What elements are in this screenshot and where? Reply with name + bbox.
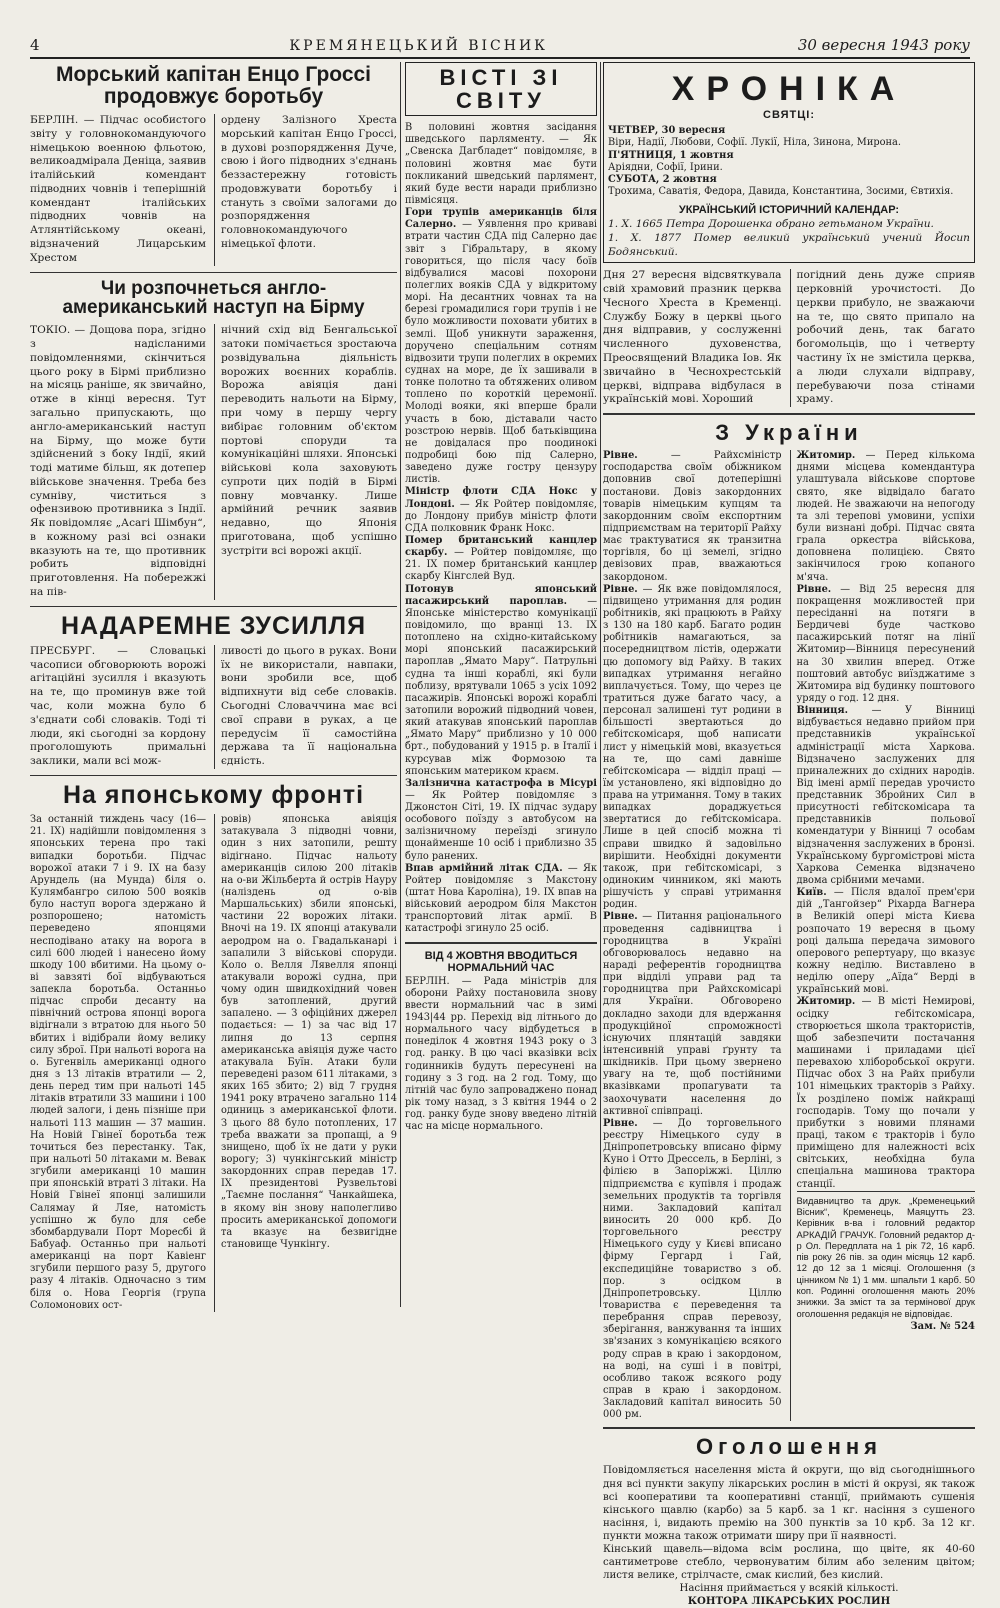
news-body: — Перед кількома днями місцева комендантура улаштувала військове спортове свято, яке відвідало багато людей. Не зважаючи на непогоду та злі терепові умовини, успіхи були визнані добрі. Підчас свята грала оркестра військова, доповнена полицією. Свято закінчилося грою копаного м'яча. [796, 450, 975, 583]
news-place: Вінниця. [796, 705, 848, 717]
ad-text: Насіння приймається у всякій кількості. [679, 1582, 899, 1594]
article-text: Дня 27 вересня відсвяткувала свій храмовий празник церква Чесного Хреста в Кременці. Службу Божу в церкві цього дня відправив, у сослуженні численного духовенства, Преосвящений Владика Іов. Як звичайно в Чеснохрестській церкві, відправа відбулася в українській мові. Хороший [603, 269, 782, 406]
article-text: ливості до цього в руках. Вони їх не використали, навпаки, вони зробили все, щоб відпихнути від себе словаків. Сьогодні Словаччина має всі свої справи в руках, а це передусім її самостійна держава та її національна єдність. [221, 644, 397, 768]
middle-column [405, 62, 597, 1307]
ad-text: Кінський щавель—відома всім рослина, що цвіте, як 40-60 сантиметрове стебло, червонуватим бiлим або зеленим цвітом; листя велике, стрілчасте, смак кислий, без кислий. [603, 1543, 975, 1581]
news-place: Рівне. [796, 583, 832, 595]
chronicle-box [603, 62, 975, 263]
saints-list: Трохима, Саватія, Федора, Давида, Константина, Зосими, Євтихія. [608, 185, 954, 197]
news-body: — Питання раціонального проведення садівництва і городництва в Україні обговорювалось недавно на нараді референтів городництва при відділі управи рад та городництва при Райхскомісарі для України. Обговорено докладно заходи для вдержання продукційної спроможності існуючих плянтацій завдяки інтенсивній управі ґрунту та шкідників. При цьому звернено увагу на те, щоб постійними вказівками пропагувати та заохочувати населення до активної співпраці. [603, 911, 782, 1117]
day-label: ЧЕТВЕР, 30 вересня [608, 125, 726, 137]
news-body: — Після вдалої прем'єри дій „Тангойзер“ Ріхарда Вагнера в Великій опері міста Києва розпочато 19 вересня в цьому році дальша передача зимового оперового репертуару, що вказує кожну неділю. Виставлено в неділю оперу „Аїда“ Верді в український мові. [796, 887, 975, 996]
right-column [603, 62, 975, 1607]
ads-title: Оголошення [696, 1434, 882, 1460]
newspaper-title: КРЕМЯНЕЦЬКИЙ ВІСНИК [289, 38, 549, 54]
article-text: ордену Залізного Хреста морський капітан Енцо Гроссі, в духові розпорядження Дуче, свою і його підводних з'єднань беззастережну готовість продовжувати боротьбу і стануть з своїми залогами до розпорядження головнокомандуючого німецької флоти. [221, 114, 397, 250]
ukraine-news-item [797, 996, 976, 1190]
news-item: Потонув японський пасажирський пароплав. — Японське міністерство комунікації повідомило, що вранці 13. IX потоплено на східно-китайському морі японський пасажирський пароплав „Ямато Мару“. Патрульні судна та інші кораблі, які були поблизу, врятували 1065 з усіх 1092 пасажирів. Японські ворожі кораблі затопили ворожий підводний човен, який атакував японський пароплав „Ямато Мару“ приблизно у 10 000 брт., побудований у 1915 р. в Італії і курсував між Формозою та японським материком краєм. [405, 583, 597, 777]
article-text: ТОКІО. — Дощова пора, згідно з надісланими повідомленнями, скінчиться цього року в Бірмі приблизно на місяць раніше, як звичайно, отже в кінці вересня. Тут загально припускають, що англо-американський наступ на Бірму, що може бути здійснений з боку Індії, який тоді матиме більш, як дотепер військове значення. Треба без сумніву, чиститься з офензивою противника з Індії. Як повідомляє „Асагі Шімбун“, в кожному разі всі ознаки вказують на те, що противник робить відповідні приготовлення. На побережжі на пів- [30, 324, 206, 598]
day-label: СУБОТА, 2 жовтня [608, 173, 717, 185]
news-headline: Міністр флоти СДА Нокс у Лондоні. [405, 486, 597, 510]
news-headline: Гори трупів американців біля Салерно. [405, 207, 597, 231]
article-title-effort: НАДАРЕМНЕ ЗУСИЛЛЯ [60, 611, 367, 640]
ad-text: Повідомляється населення міста й округи, що від сьогоднішнього дня всі пункти закупу лікарських рослин в місті й окрузі, як також всі кооперативи та кооперативні станції, приймають сушенія кінського щавлю (карбо) за 5 карб. за 1 кг. насіння з сушеного насіння, і, видають премію на 300 пунктів за 10 крб. За 12 кг. пункти можна також отримати ширу при її наявності. [603, 1465, 975, 1542]
article-text: ПРЕСБУРГ. — Словацькі часописи обговорюють ворожі агітаційні зусилля і вказують на те, що проминув вже той час, коли можна було б з'єднати собі словаків. Тоді ті люди, які сьогодні за кордону проголошують примальні заклики, мали всі мож- [30, 644, 206, 768]
saint-day [608, 174, 970, 198]
ukraine-news [603, 450, 975, 1421]
ukraine-news-item [603, 1118, 782, 1422]
news-item: В половині жовтня засідання шведського парляменту. — Як „Свенска Дагбладет“ повідомляє, в половині жовтня має бути покликаний шведський парлямент, який буде вести наради приблизно півмісяця. [405, 122, 597, 207]
article-burma [30, 324, 397, 599]
article-text: ровів) японська авіяція затакувала 3 підводні човни, один з них затопили, решту відігнано. Підчас нальоту американців силою 200 літаків на о-ви Жільберта й острів Науру (наліздень од о-вів Маршальських) збили японські, частини 22 ворожих літаки. Вночі на 19. IX японці атакували аеродром на о. Гвадальканарі і запалили 3 військові споруди. Коло о. Велля Лявелля японці атакували ворожі судна, при чому один швидкохідний човен був затоплений, другий запалено. — З офіційних джерел подається: — 1) за час від 17 липня до 13 серпня американська авіяція дуже часто атакувала Буїн. Атаки були переведені разом 611 літаками, з яких 165 збито; 2) від 7 грудня 1941 року втрачено загально 114 одиниць з американської флоти. З цього 88 було потоплених, 17 треба вважати за пропащі, а 9 знищено, щоб їх не дати у руки ворогу; 3) чункінгський міністр закордонних справ передав 17. IX президентові Рузвельтові „Таємне послання“ Чанкайшека, в якому він знову наполегливо просить американської допомоги та вказує на безвигідне становище Чункінгу. [221, 814, 397, 1251]
news-body: — В місті Немирові, осідку гебітскомісара, створюється школа трактористів, щоб забезпечити постачання машинами і приладами цієї перевахою хліборобської округи. Підчас обох 3 на Райх прибули 101 німецьких тракторів з Райху. Їх розділено поміж найкращі господарів. Тому що почали у прибутки з новими плянами праці, таком є тракторів і було приміщено для належності всіх світських, необхідна була спеціальна машинова трактора станції. [796, 996, 975, 1190]
ukraine-news-item [603, 911, 782, 1117]
news-body: — У Вінниці відбувається недавно прийом при представників української адміністрації міста Харкова. Відзначено заслужених для приналежних до східних народів. Від імені армії передав урочисто представник Збройних Сил в присутності гебітскомісара та представників польової комендатури у Вінниці 7 особам відзначення заслужених в бронзі. Українському бургомістрові міста Харкова Семенка відзначено двома срібними мечами. [796, 705, 975, 887]
ukraine-news-item [797, 887, 976, 996]
holidays-label: СВЯТЦІ: [763, 108, 815, 121]
news-body: — Від 25 вересня для покращення можливостей при пересіданні на потяги в Бердичеві буде частково пасажирський потяг на лінії Житомир—Вінниця пересунений на 30 хвилин вперед. Отже поштовий автобус виїзджатиме з Житомира від будинку поштового уряду о год. 12 дня. [796, 583, 975, 704]
article-title-burma: Чи розпочнеться англо-американський наступ на Бірму [62, 277, 365, 319]
article-text: За останній тиждень часу (16—21. IX) надійшли повідомлення з японських терена про такі випадки боротьби. Підчас ворожої атаки 7 і 9. IX на базу Арундель (на Мунда) біля о. Кулямбангро силою 500 вояків було наступ ворога здержано й розпорошено; натомість переведено японцями несподівано атаку на ворога в силі 600 людей і нанесено йому шкоду 100 вбитими. На цьому о-ві завзяті бої відбуваються запекла боротьба. Останньо підчас спроби десанту на північний острова японці ворога відігнали з втратою для нього 50 вбитих і відібрали йому велику силу зброї. При нальоті ворога на о. Бугенвіль американці одного дня з 13 літаків втратили — 2, день перед тим при нальоті 145 літаків втратили 33 машини і 100 людей залоги, і день пізніше при нальоті 113 машин — 37 машин. На Новій Гвінеї боротьба теж точиться без перестанку. Так, при нальоті 50 літаками м. Вевак згубили американці 10 машин при японській втраті 3 літаки. На Новій Гвінеї японці залишили Салямау й Ляе, натомість успішно ж було для себе збомбардували Порт Моресбі й Бабуаф. Останньо при нальоті американці на порт Кавіенг згубили першого разу 5, другого разу 4 літаків. Одночасно з тим біля о. Нова Георгія (група Соломонових ост- [30, 814, 206, 1311]
news-place: Рівне. [603, 1117, 638, 1129]
news-place: Рівне. [603, 450, 638, 462]
news-item: Міністр флоти СДА Нокс у Лондоні. — Як Ройтер повідомляє, до Лондону прибув міністр флоти СДА полковник Франк Нокс. [405, 486, 597, 534]
masthead [30, 30, 970, 59]
article-title-japan-front: На японському фронті [62, 780, 365, 809]
calendar-title: УКРАЇНСЬКИЙ ІСТОРИЧНИЙ КАЛЕНДАР: [678, 204, 900, 217]
news-place: Київ. [796, 887, 827, 899]
article-text: БЕРЛІН. — Підчас особистого звіту у головнокомандуючого німецькою военною фльотою, великоадмірала Деніца, заявив італійський комендант підводних човнів і теперішній комендант італійських підводних човнів на Атлянтійському океані, відзначений Лицарським Хрестом [30, 114, 206, 264]
article-feast [603, 269, 975, 407]
news-body: — Райхсміністр господарства своїм обіжником доповнив свої дотеперішні постанови. Довіз закордонних товарів німецьким купцям та закордонним своїм експортним підприємствам на території Райху має трактуватися як транзитна торгівля, бо ці земелі, згідно девізових прав, вважаються закордоном. [603, 450, 782, 583]
order-number: Зам. № 524 [910, 1320, 975, 1332]
article-japan-front [30, 814, 397, 1312]
page-number: 4 [30, 36, 40, 54]
article-grossi [30, 114, 397, 265]
calendar-item: 1. Х. 1877 Помер великий український учений Йосип Бодянський. [608, 231, 970, 258]
news-headline: Потонув японський пасажирський пароплав. [405, 583, 597, 607]
chronicle-title: ХРОНІКА [671, 70, 907, 108]
article-title-normal-time: ВІД 4 ЖОВТНЯ ВВОДИТЬСЯ НОРМАЛЬНИЙ ЧАС [424, 949, 578, 974]
article-title-grossi: Морський капітан Енцо Гроссі продовжує боротьбу [55, 63, 372, 109]
news-headline: Залізнична катастрофа в Місурі [405, 777, 597, 789]
article-text: БЕРЛІН. — Рада міністрів для оборони Райху постановила знову ввести нормальний час в зимі 1943|44 рр. Перехід від літнього до нормального часу відбудеться в понеділок 4 жовтня 1943 року о 3 год. ранку. В цю часі вказівки всіх годинників будуть пересунені на годину з 3 год. на 2 год. Тому, що літній час було запроваджено понад рік тому назад, з 3 квітня 1944 о 2 год. ранку буде знову введено літній час на місце нормального. [405, 975, 597, 1133]
news-item: Помер британський канцлер скарбу. — Ройтер повідомляє, що 21. IX помер британський канцлер скарбу Кінгслей Вуд. [405, 534, 597, 583]
saint-day [608, 150, 970, 174]
calendar-item: 1. Х. 1665 Петра Дорошенка обрано гетьманом України. [608, 218, 934, 231]
news-place: Житомир. [796, 450, 856, 462]
article-text: нічний схід від Бенгальської затоки помічається зростаюча розвідувальна діяльність ворожих воєнних кораблів. Ворожа авіяція дані переводить нальоти на Бірму, при чому в першу чергу вибірає головним об'єктом портові споруди та комунікаційні шляхи. Японські військові кола заховують супроти цих подій в Бірмі повну мовчанку. Лише армійний речник заявив недавно, що Японія приготована, щоб успішно зустріти всі ворожі акції. [221, 324, 397, 557]
news-item: Гори трупів американців біля Салерно. — Уявлення про криваві втрати частин СДА під Салерно дає звіт з Гібральтару, в якому говориться, що після часу боїв відбувалися масові похорони полеглих вояків СДА у відкритому морі. На десантних човнах та на березі громадилися гори трупів і не було можливости поховати убитих в землі. Щоб уникнути зараження, доручено спеціальним сотням відвозити трупи полеглих в окремих суднах на море, де їх зашивали в тонке полотно та обтяжених оливом топлено по короткій церемонії. Молоді вояки, які вперше брали участь в бою, діставали часто розстрою нервів. Щоб батьківщина не довідалася про поодинокі подробиці бою під Салерно, заведено дуже гостру цензуру листів. [405, 207, 597, 486]
news-body: — Як вже повідомлялося, підвищено утримання для родин робітників, які працюють в Райху з 130 на 180 карб. Багато родин робітників намагаються, за посередництвом лістів, одержати цю допомогу від Райху. В таких випадках утримання негайно виплачується. Тому, що через це тратиться дуже багато часу, а персонал залишені тут родини в більшості звертаються до гебітскомісаря, щоб написати лист у німецькій мові, вказується на те, що самі давніше гебітскомісара — відділ праці — їм установлено, які відповідно до права на утримання. Тому в таких випадках дораджується звертатися до гебітскомісара. Лише в цей спосіб можна ті справи швидко й задовільно вирішити. Необхідні документи також, при гебітскомісарі, з одиноким чинником, які мають рішучість у справі утримання родин. [603, 583, 782, 911]
news-place: Рівне. [603, 583, 638, 595]
article-text: погідний день дуже сприяв церковній урочистості. До церкви прибуло, не зважаючи на те, що свято припало на робочий день, так багато богомольців, що і четверту частину їх не змістила церква, а люди слухали відправу, перебуваючи поза стінами храму. [796, 269, 975, 406]
news-body: — До торговельного реєстру Німецького суду в Дніпропетровську вписано фірму Куно і Отто Дрессель, в Берліні, з філією в Запоріжжі. Ціллю підприємства є купівля і продаж земельних продуктів та торгівля ними. Закладовий капітал виносить 20 000 крб. До торговельного реєстру Німецького суду у Києві вписано фірму Гергард і Гай, експедиційне товариство з об. пор. з осідком в Дніпропетровську. Ціллю товариства є переведення та перебрання справ перевозу, зберігання, ванжування та інших зв'язаних з комунікацією всякого роду справ в краю і закордоном, на воді, на суші і в повітрі, особливо також всякого роду справ в краю і закордоном. Закладовий капітал виносить 50 000 рм. [603, 1117, 782, 1421]
section-title-ukraine: З України [715, 420, 863, 446]
saints-list: Аріядни, Софії, Ірини. [608, 161, 723, 173]
news-headline: Впав армійний літак СДА. [405, 862, 563, 874]
saints-days [608, 125, 970, 198]
saints-list: Віри, Надії, Любови, Софії. Лукії, Ніла, Зинона, Мирона. [608, 137, 902, 149]
news-item: Залізнична катастрофа в Місурі — Як Ройтер повідомляє з Джонстон Сіті, 19. IX підчас зудару особового поїзду з автобусом на залізничному переїзді згинуло щонайменше 10 осіб і приблизно 35 було ранених. [405, 777, 597, 862]
column-rule [600, 62, 601, 1307]
left-column [30, 62, 397, 1311]
ukraine-news-item [603, 450, 782, 584]
ad-signature: КОНТОРА ЛІКАРСЬКИХ РОСЛИН [687, 1594, 891, 1607]
ukraine-news-item [797, 705, 976, 887]
column-rule [400, 62, 401, 1307]
article-effort [30, 645, 397, 769]
saint-day [608, 125, 970, 149]
imprint: Видавництво та друк. „Кременецький Вісник“, Кременець, Маяцутть 23. Керівник в-ва і головний редактор АРКАДІЙ ГРАЧУК. Головний редактор д-р Ол. Передплата на 1 рік 72, 16 карб. пів року 26 пів. за один місяць 12 карб. 12 до 12 за 1 місяці. Оголошення (з цінником № 1) 1 мм. шпальти 1 карб. 50 коп. Родинні оголошення мають 20% знижки. За зміст та за термінової друк оголошення редакція не відповідає. [797, 1191, 976, 1319]
news-item: Впав армійний літак СДА. — Як Ройтер повідомляє з Макстону (штат Нова Кароліна), 19. IX впав на військовий аеродром біля Макстон транспортовий літак армії. В катастрофі згинуло 25 осіб. [405, 862, 597, 935]
ukraine-news-item [797, 450, 976, 584]
news-headline: Помер британський канцлер скарбу. [405, 534, 597, 559]
ukraine-news-item [797, 584, 976, 705]
news-place: Житомир. [796, 996, 856, 1008]
section-title-world-news: ВІСТІ ЗІ СВІТУ [405, 62, 597, 116]
ukraine-news-item [603, 584, 782, 912]
calendar-items [608, 218, 970, 259]
issue-date: 30 вересня 1943 року [797, 36, 970, 54]
day-label: П'ЯТНИЦЯ, 1 жовтня [608, 149, 734, 161]
news-place: Рівне. [603, 911, 638, 923]
